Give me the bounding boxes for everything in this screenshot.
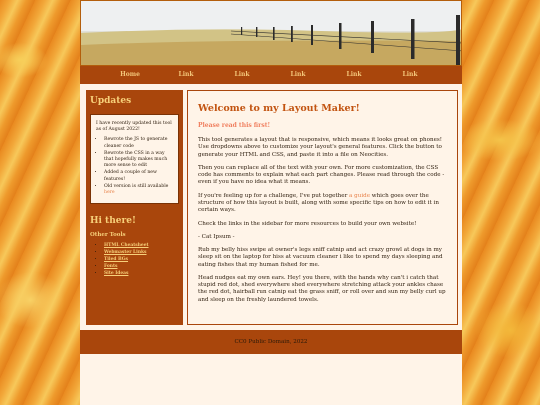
old-version-text: Old version is still available — [104, 183, 169, 189]
site-ideas-link[interactable]: Site Ideas — [104, 271, 129, 277]
cat-ipsum-paragraph-2: Head nudges eat my own ears. Hey! you there, with the hands why can't i catch that stupid red dot, shed everywhere shed everywhere stretching attack your ankles chase the red dot, hairball run catnip eat the grass sniff, or roll over and sun my belly curl up and sleep on the freshly laundered towels. — [198, 274, 446, 303]
list-item — [104, 263, 179, 270]
sidebar — [86, 90, 183, 325]
field-fence-image — [81, 1, 462, 66]
nav-link-3[interactable]: Link — [290, 71, 306, 78]
list-item — [104, 270, 179, 277]
old-version-link[interactable]: here — [104, 189, 115, 195]
page-subtitle: Please read this first! — [198, 122, 271, 130]
hi-there-heading: Hi there! — [90, 216, 136, 227]
intro-paragraph: This tool generates a layout that is responsive, which means it looks great on phones! Use dropdowns above to customize your layout's general features. Click the button to generate your HTML and CSS, and paste it into a file on Neocities. — [198, 137, 443, 158]
header-image — [80, 0, 462, 66]
nav-link-5[interactable]: Link — [402, 71, 418, 78]
webmaster-links-link[interactable]: Webmaster Links — [104, 250, 147, 256]
updates-heading: Updates — [90, 96, 132, 106]
nav-link-1[interactable]: Link — [178, 71, 194, 78]
nav-link-2[interactable]: Link — [234, 71, 250, 78]
list-item — [104, 256, 179, 263]
list-item — [104, 242, 179, 249]
tiled-bgs-link[interactable]: Tiled BGs — [104, 257, 129, 263]
customization-paragraph: Then you can replace all of the text with your own. For more customization, the CSS code has comments to explain what each part changes. Please read through the code - even if you have no idea what it means. — [198, 164, 445, 186]
main-content — [187, 90, 458, 325]
page-title: Welcome to my Layout Maker! — [198, 103, 360, 114]
fonts-link[interactable]: Fonts — [104, 264, 118, 270]
cat-ipsum-paragraph-1: Rub my belly hiss swipe at owner's legs sniff catnip and act crazy growl at dogs in my sleep sit on the laptop for hiss at vacuum cleaner i like to spend my days sleeping and eating fishes that my human fished for me. — [198, 247, 443, 268]
footer — [80, 330, 462, 354]
sidebar-hint-paragraph: Check the links in the sidebar for more resources to build your own website! — [198, 220, 417, 227]
guide-text-after: which goes over the structure of how this layout is built, along with some specific tips on how to edit it in certain ways. — [198, 192, 439, 214]
updates-box — [90, 114, 179, 204]
nav-home-link[interactable]: Home — [120, 71, 140, 78]
html-cheatsheet-link[interactable]: HTML Cheatsheet — [104, 243, 149, 249]
list-item — [104, 249, 179, 256]
updates-item: • Rewrote the CSS in a way that hopefully makes much more sense to edit — [104, 151, 173, 170]
guide-link[interactable]: a guide — [349, 192, 371, 199]
updates-item: • Added a couple of new features! — [104, 170, 173, 182]
cat-ipsum-heading: - Cat Ipsum - — [198, 233, 235, 240]
updates-item: • Rewrote the JS to generate cleaner code — [104, 137, 173, 149]
footer-text: CC0 Public Domain, 2022 — [234, 339, 308, 345]
updates-intro: I have recently updated this tool as of August 2022! — [96, 121, 172, 133]
updates-list — [96, 137, 173, 196]
guide-paragraph — [198, 193, 447, 215]
nav-link-4[interactable]: Link — [346, 71, 362, 78]
other-tools-heading: Other Tools — [90, 232, 126, 239]
guide-text-before: If you're feeling up for a challenge, I've put together — [198, 192, 350, 199]
top-nav — [80, 66, 462, 84]
updates-item-old-version — [104, 184, 173, 196]
tools-link-list — [90, 242, 179, 277]
